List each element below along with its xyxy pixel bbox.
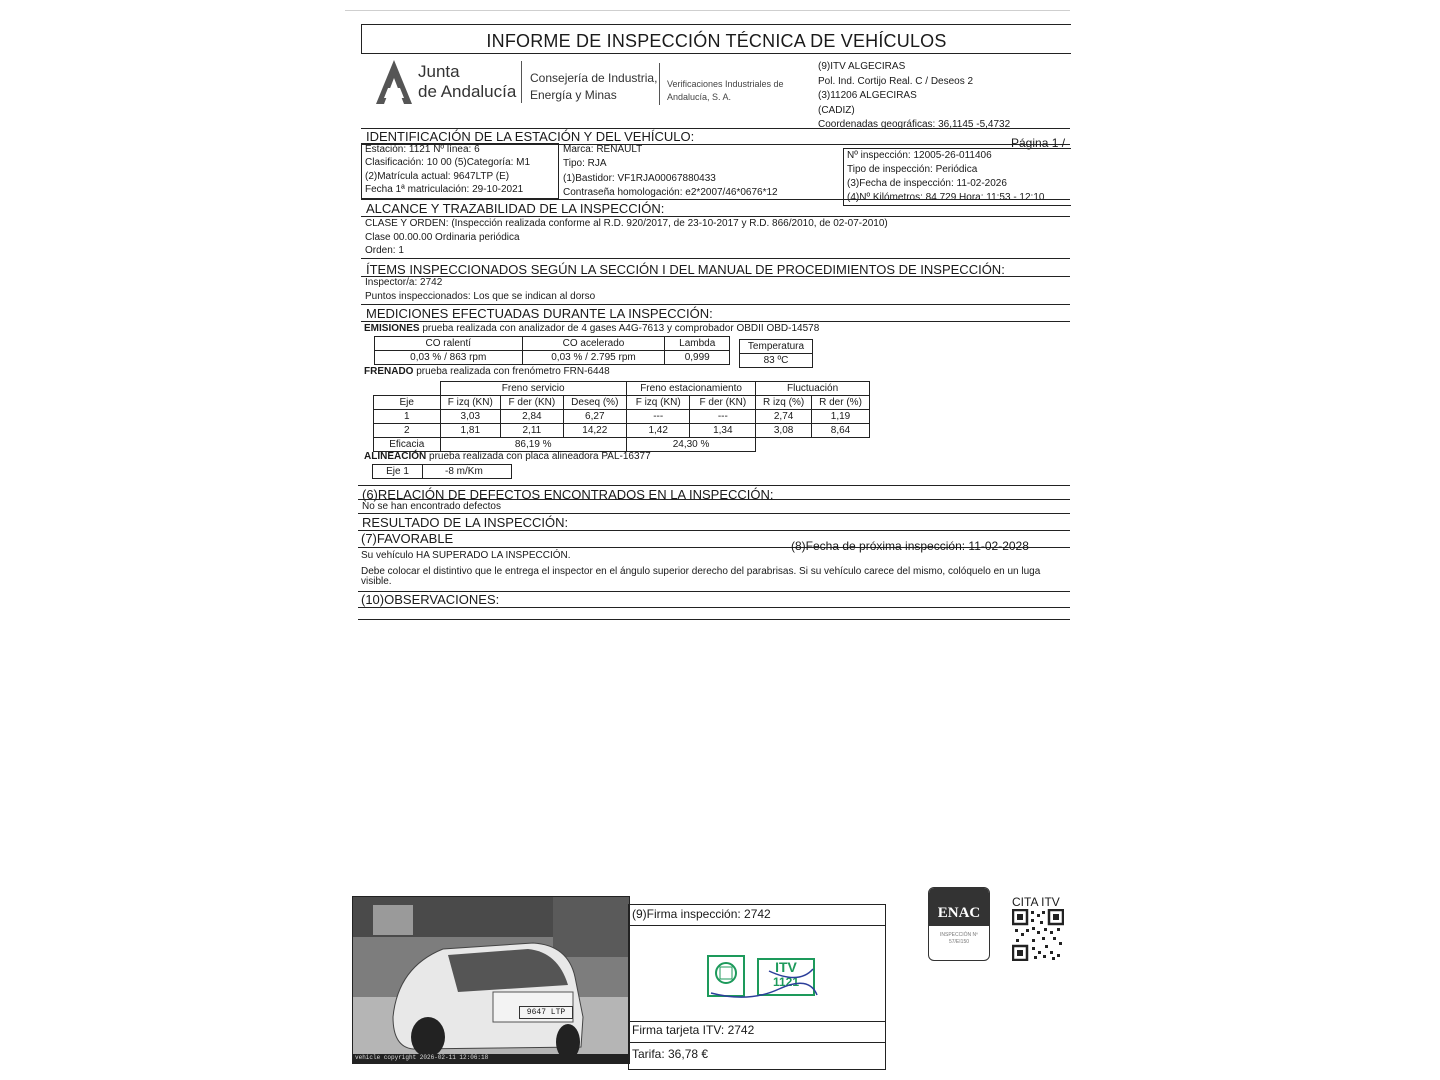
page-number: Página 1 / <box>1011 136 1066 150</box>
inspector-line: Inspector/a: 2742 <box>365 277 443 288</box>
logo-divider-2 <box>659 63 660 105</box>
plate-line: (2)Matrícula actual: 9647LTP (E) <box>365 171 510 182</box>
logo-line-2: de Andalucía <box>418 82 517 101</box>
vehicle-photo-image-icon <box>353 897 629 1063</box>
alignment-table <box>372 464 512 479</box>
measurements-section <box>361 304 1070 322</box>
braking-row-axle-2 <box>374 424 870 438</box>
braking-row-axle-1 <box>374 410 870 424</box>
table-cell: 2,11 <box>501 424 564 438</box>
eficacia-estacionamiento: 24,30 % <box>626 438 755 452</box>
station-province: (CADIZ) <box>818 104 855 116</box>
em-value-lambda: 0,999 <box>665 351 730 365</box>
verificaciones-text <box>667 78 784 104</box>
table-cell: 1 <box>374 410 441 424</box>
scope-line-2: Clase 00.00.00 Ordinaria periódica <box>365 232 520 243</box>
braking-header-row <box>374 396 870 410</box>
station-coords: Coordenadas geográficas: 36,1145 -5,4732 <box>818 119 1011 130</box>
alineacion-label: ALINEACIÓN <box>364 451 427 462</box>
logo-divider <box>521 61 522 103</box>
emissions-table <box>374 336 730 365</box>
tarifa-divider <box>629 1042 885 1044</box>
frenado-desc: prueba realizada con frenómetro FRN-6448 <box>413 366 610 377</box>
license-plate: 9647 LTP <box>519 1006 573 1019</box>
scope-heading: ALCANCE Y TRAZABILIDAD DE LA INSPECCIÓN: <box>366 201 665 216</box>
emisiones-desc: prueba realizada con analizador de 4 gases A4G-7613 y comprobador OBDII OBD-14578 <box>419 323 820 334</box>
table-cell: 1,42 <box>626 424 690 438</box>
observations-heading: (10)OBSERVACIONES: <box>361 592 500 607</box>
table-cell: --- <box>690 410 756 424</box>
cita-itv-label: CITA ITV <box>1012 895 1060 909</box>
verdict-row <box>358 531 1070 553</box>
result-line-2: Debe colocar el distintivo que le entrega el inspector en el ángulo superior derecho del parabrisas. Si su vehículo carece del mismo, colóquelo en un luga <box>361 566 1041 577</box>
vin-line: (1)Bastidor: VF1RJA00067880433 <box>563 173 716 184</box>
first-registration-line: Fecha 1ª matriculación: 29-10-2021 <box>365 184 524 195</box>
id-col-2 <box>560 143 843 197</box>
defects-section <box>358 485 1070 500</box>
group-freno-servicio: Freno servicio <box>440 382 626 396</box>
consejeria-line-2: Energía y Minas <box>530 88 617 102</box>
junta-andalucia-logo-icon <box>374 58 414 106</box>
em-value-co-acelerado: 0,03 % / 2.795 rpm <box>522 351 665 365</box>
table-cell: 1,19 <box>812 410 870 424</box>
report-title: INFORME DE INSPECCIÓN TÉCNICA DE VEHÍCULOS <box>486 31 947 51</box>
points-line: Puntos inspeccionados: Los que se indican al dorso <box>365 291 596 302</box>
station-postal: (3)11206 ALGECIRAS <box>818 90 917 101</box>
fr-header-eje: Eje <box>374 396 441 410</box>
identification-heading: IDENTIFICACIÓN DE LA ESTACIÓN Y DEL VEHÍCULO: <box>366 129 695 144</box>
result-heading: RESULTADO DE LA INSPECCIÓN: <box>362 515 569 530</box>
braking-group-row <box>374 382 870 396</box>
alineacion-desc: prueba realizada con placa alineadora PAL-16377 <box>426 451 651 462</box>
table-cell: 8,64 <box>812 424 870 438</box>
eficacia-label: Eficacia <box>374 438 441 452</box>
junta-logo-text <box>418 62 516 102</box>
type-line: Tipo: RJA <box>563 158 607 169</box>
braking-table <box>373 381 870 452</box>
firma-tarjeta-label: Firma tarjeta ITV: 2742 <box>632 1023 755 1037</box>
scope-line-3: Orden: 1 <box>365 245 404 256</box>
group-freno-estacionamiento: Freno estacionamiento <box>626 382 755 396</box>
fr-header-rder: R der (%) <box>812 396 870 410</box>
items-heading: ÍTEMS INSPECCIONADOS SEGÚN LA SECCIÓN I DEL MANUAL DE PROCEDIMIENTOS DE INSPECCIÓN: <box>366 262 1005 277</box>
defects-box <box>358 499 1070 514</box>
enac-subtext: INSPECCIÓN Nº 57/EI150 <box>940 932 978 945</box>
station-street: Pol. Ind. Cortijo Real. C / Deseos 2 <box>818 75 974 87</box>
enac-logo <box>928 887 990 961</box>
table-cell: 2,74 <box>756 410 812 424</box>
table-cell: 3,03 <box>440 410 501 424</box>
defects-text: No se han encontrado defectos <box>362 501 501 512</box>
id-col-1 <box>361 143 559 199</box>
alignment-value: -8 m/Km <box>423 465 512 479</box>
inspection-date: (3)Fecha de inspección: 11-02-2026 <box>847 178 1007 189</box>
alineacion-line <box>364 451 651 462</box>
firma-row <box>629 905 885 926</box>
fr-header-fder: F der (KN) <box>501 396 564 410</box>
make-line: Marca: RENAULT <box>563 144 643 155</box>
temp-header: Temperatura <box>740 340 813 354</box>
station-line: Estación: 1121 Nº línea: 6 <box>365 144 480 155</box>
firma-label: (9)Firma inspección: 2742 <box>632 907 771 921</box>
braking-efficiency-row <box>374 438 870 452</box>
table-cell: 1,81 <box>440 424 501 438</box>
fr-header-fizq-estac: F izq (KN) <box>626 396 690 410</box>
scope-line-1: CLASE Y ORDEN: (Inspección realizada conforme al R.D. 920/2017, de 23-10-2017 y R.D. 866/2010, de 02-07-2010) <box>365 218 888 229</box>
alignment-axle: Eje 1 <box>373 465 423 479</box>
qr-code-icon[interactable] <box>1012 909 1064 961</box>
table-cell: 14,22 <box>563 424 626 438</box>
table-cell: 2 <box>374 424 441 438</box>
em-header-co-acelerado: CO acelerado <box>522 337 665 351</box>
station-address <box>818 60 1010 133</box>
title-box <box>361 24 1071 54</box>
verif-line-1: Verificaciones Industriales de <box>667 79 784 89</box>
defects-heading: (6)RELACIÓN DE DEFECTOS ENCONTRADOS EN LA INSPECCIÓN: <box>362 487 774 502</box>
consejeria-line-1: Consejería de Industria, <box>530 71 658 85</box>
emissions-header-row <box>375 337 730 351</box>
frenado-label: FRENADO <box>364 366 414 377</box>
photo-caption: vehicle copyright 2026-02-11 12:06:18 <box>355 1054 489 1061</box>
table-cell: 3,08 <box>756 424 812 438</box>
result-line-3: visible. <box>361 576 392 587</box>
consejeria-text <box>530 70 657 104</box>
em-value-co-ralenti: 0,03 % / 863 rpm <box>375 351 523 365</box>
table-cell: --- <box>626 410 690 424</box>
fr-header-deseq: Deseq (%) <box>563 396 626 410</box>
logo-line-1: Junta <box>418 62 460 81</box>
tarifa-label: Tarifa: 36,78 € <box>632 1047 709 1061</box>
observations-section <box>358 591 1070 608</box>
fr-header-fizq: F izq (KN) <box>440 396 501 410</box>
emisiones-label: EMISIONES <box>364 323 420 334</box>
eficacia-servicio: 86,19 % <box>440 438 626 452</box>
verdict: (7)FAVORABLE <box>361 531 454 546</box>
em-header-lambda: Lambda <box>665 337 730 351</box>
measurements-heading: MEDICIONES EFECTUADAS DURANTE LA INSPECCIÓN: <box>366 306 713 321</box>
result-line-1: Su vehículo HA SUPERADO LA INSPECCIÓN. <box>361 550 571 561</box>
emisiones-line <box>364 323 819 334</box>
frenado-line <box>364 366 610 377</box>
scan-top-edge <box>345 10 1070 11</box>
inspection-type: Tipo de inspección: Periódica <box>847 164 978 175</box>
group-fluctuacion: Fluctuación <box>756 382 870 396</box>
scope-section <box>361 199 1070 217</box>
homologation-line: Contraseña homologación: e2*2007/46*0676*12 <box>563 187 778 198</box>
result-section <box>358 515 1070 531</box>
table-cell: 2,84 <box>501 410 564 424</box>
station-name: (9)ITV ALGECIRAS <box>818 61 906 72</box>
vehicle-photo <box>352 896 630 1064</box>
table-cell: 6,27 <box>563 410 626 424</box>
classification-line: Clasificación: 10 00 (5)Categoría: M1 <box>365 157 531 168</box>
temperature-table <box>739 339 813 368</box>
signature-box <box>628 904 886 1070</box>
enac-text: ENAC <box>937 905 981 921</box>
em-header-co-ralenti: CO ralentí <box>375 337 523 351</box>
verif-line-2: Andalucía, S. A. <box>667 92 732 102</box>
stamp-itv-text: ITV <box>775 959 797 975</box>
emissions-value-row <box>375 351 730 365</box>
id-col-3 <box>843 148 1071 206</box>
km-and-time: (4)Nº Kilómetros: 84.729 Hora: 11:53 - 12:10 <box>847 192 1045 203</box>
table-cell: 1,34 <box>690 424 756 438</box>
signature-scribble-icon <box>709 965 819 1005</box>
items-section <box>361 258 1070 277</box>
fr-header-fder-estac: F der (KN) <box>690 396 756 410</box>
fr-header-rizq: R izq (%) <box>756 396 812 410</box>
inspection-number: Nº inspección: 12005-26-011406 <box>847 150 992 161</box>
next-inspection-date: (8)Fecha de próxima inspección: 11-02-2028 <box>791 539 1029 553</box>
temp-value: 83 ºC <box>740 354 813 368</box>
stamp-number: 1121 <box>772 975 800 989</box>
observations-bottom-line <box>358 619 1070 620</box>
